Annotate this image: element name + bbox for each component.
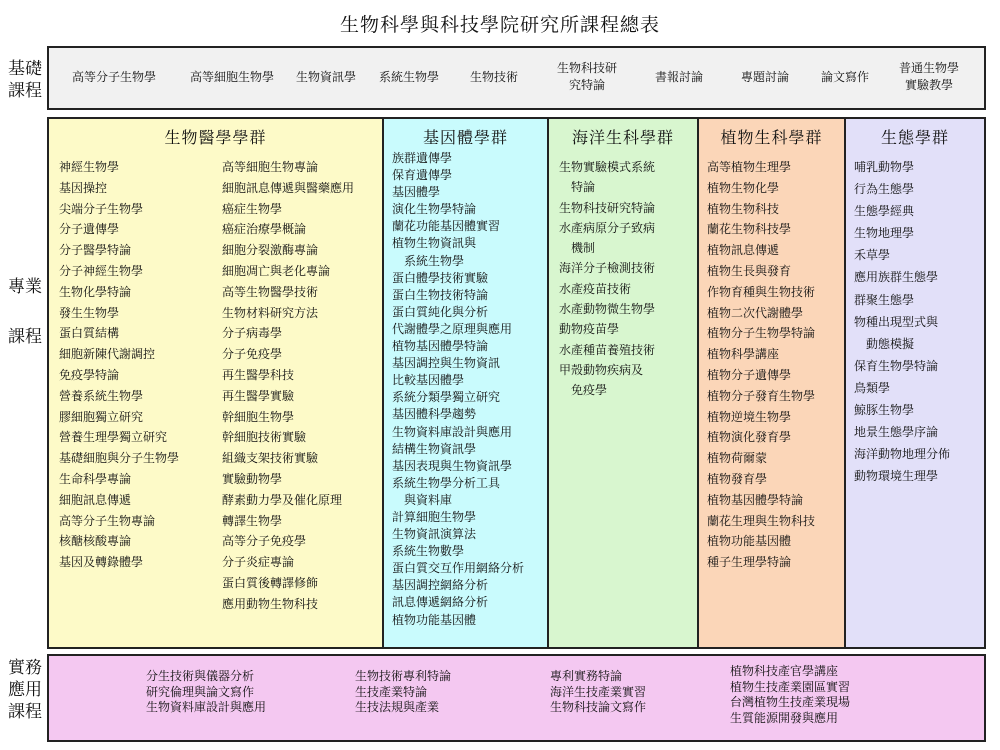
course-item: 植物荷爾蒙 <box>707 451 768 466</box>
practical-courses-box <box>47 654 986 742</box>
course-item: 海洋分子檢測技術 <box>559 261 656 276</box>
course-item: 蛋白質交互作用網絡分析 <box>392 561 525 576</box>
course-item: 分生技術與儀器分析 <box>146 669 255 683</box>
course-item: 演化生物學特論 <box>392 202 477 217</box>
course-item: 細胞新陳代謝調控 <box>59 347 156 362</box>
course-item: 植物功能基因體 <box>392 612 477 627</box>
course-item: 植物分子發育生物學 <box>707 388 816 403</box>
course-item: 結構生物資訊學 <box>392 441 477 456</box>
course-item: 生技法規與產業 <box>355 700 440 714</box>
group-ecology <box>846 119 984 647</box>
course-item: 蘭花功能基因體實習 <box>392 219 501 234</box>
course-item: 與資料庫 <box>392 492 453 507</box>
course-item: 生命科學專論 <box>59 471 132 486</box>
course-item: 分子病毒學 <box>222 326 283 341</box>
course-item: 動物疫苗學 <box>559 322 620 337</box>
basic-courses-box <box>47 46 986 110</box>
course-item: 生質能源開發與應用 <box>730 710 839 725</box>
course-item: 分子醫學特論 <box>59 243 132 258</box>
course-item: 營養系統生物學 <box>59 388 144 403</box>
practical-course-list <box>550 669 646 716</box>
course-item: 應用動物生物科技 <box>222 596 319 611</box>
course-item: 高等細胞生物專論 <box>222 160 319 174</box>
course-item: 群聚生態學 <box>854 292 915 307</box>
course-item: 核醣核酸專論 <box>59 534 132 549</box>
basic-course: 生物技術 <box>469 70 518 84</box>
course-item: 生物科技研究特論 <box>559 200 656 215</box>
course-item: 植物生物化學 <box>707 180 780 195</box>
course-item: 植物逆境生物學 <box>707 409 792 424</box>
basic-course: 高等分子生物學 <box>71 70 156 84</box>
basic-course: 書報討論 <box>654 70 703 84</box>
course-item: 地景生態學序論 <box>854 425 939 440</box>
course-item: 植物訊息傳遞 <box>707 243 780 258</box>
course-item: 海洋生技產業實習 <box>550 684 647 699</box>
basic-course: 專題討論 <box>740 70 789 84</box>
course-item: 物種出現型式與 <box>854 314 939 329</box>
course-item: 作物育種與生物技術 <box>707 284 816 299</box>
course-item: 生物資料庫設計與應用 <box>392 424 513 439</box>
course-item: 幹細胞生物學 <box>222 409 295 424</box>
course-list <box>222 157 354 615</box>
course-item: 蛋白體學技術實驗 <box>392 270 489 285</box>
course-item: 台灣植物生技產業現場 <box>730 695 851 709</box>
group-title: 植物生科學群 <box>720 128 823 147</box>
course-item: 植物科技產官學講座 <box>730 664 839 678</box>
group-genomics <box>384 119 549 647</box>
course-item: 免疫學特論 <box>59 367 120 382</box>
course-item: 海洋動物地理分佈 <box>854 447 951 462</box>
basic-courses-label-text: 基礎課程 <box>8 59 42 101</box>
course-item: 分子炎症專論 <box>222 555 295 570</box>
course-item: 植物基因體學特論 <box>392 339 489 354</box>
course-item: 蛋白質純化與分析 <box>392 304 489 319</box>
course-item: 幹細胞技術實驗 <box>222 430 307 445</box>
course-item: 行為生態學 <box>854 182 915 197</box>
professional-courses-label-text: 專業課程 <box>8 277 42 347</box>
course-item: 水產動物微生物學 <box>559 302 656 317</box>
practical-course-list <box>355 669 451 716</box>
course-item: 細胞凋亡與老化專論 <box>222 263 331 278</box>
group-plant <box>699 119 846 647</box>
course-item: 鯨豚生物學 <box>854 403 915 418</box>
course-item: 專利實務特論 <box>550 669 623 683</box>
professional-groups <box>47 117 986 649</box>
course-item: 植物分子遺傳學 <box>707 367 792 382</box>
course-item: 植物演化發育學 <box>707 430 792 445</box>
course-item: 植物功能基因體 <box>707 534 792 549</box>
basic-course: 高等細胞生物學 <box>189 70 274 84</box>
course-item: 訊息傳遞網絡分析 <box>392 595 489 610</box>
course-item: 基因及轉錄體學 <box>59 555 144 570</box>
course-item: 系統生物數學 <box>392 544 465 559</box>
practical-courses-label <box>4 657 46 723</box>
course-item: 生物材料研究方法 <box>222 305 319 320</box>
course-item: 組織支架技術實驗 <box>222 451 319 466</box>
basic-course: 普通生物學實驗教學 <box>898 61 959 92</box>
course-item: 基因調控與生物資訊 <box>392 356 501 371</box>
course-item: 細胞訊息傳遞 <box>59 492 132 507</box>
course-item: 細胞訊息傳遞與醫藥應用 <box>222 180 355 195</box>
course-item: 比較基因體學 <box>392 373 465 388</box>
practical-courses-label-text: 實務應用課程 <box>8 658 42 722</box>
course-item: 酵素動力學及催化原理 <box>222 492 343 507</box>
group-title: 海洋生科學群 <box>571 128 674 147</box>
course-item: 基因操控 <box>59 180 108 195</box>
course-item: 基因體學 <box>392 185 441 200</box>
basic-course: 生物資訊學 <box>295 70 356 84</box>
course-item: 代謝體學之原理與應用 <box>392 321 513 336</box>
course-item: 研究倫理與論文寫作 <box>146 684 255 699</box>
course-item: 再生醫學科技 <box>222 367 295 382</box>
course-item: 系統生物學 <box>392 253 465 268</box>
course-item: 蛋白質結構 <box>59 326 120 341</box>
course-item: 生物科技論文寫作 <box>550 700 647 714</box>
course-item: 蛋白生物技術特論 <box>392 287 489 302</box>
course-item: 植物科學講座 <box>707 347 780 362</box>
course-item: 植物生技產業園區實習 <box>730 679 851 694</box>
course-item: 基因體科學趨勢 <box>392 407 477 422</box>
basic-course: 生物科技研究特論 <box>556 61 617 92</box>
course-item: 植物生物資訊與 <box>392 236 477 251</box>
course-item: 生技產業特論 <box>355 684 428 699</box>
course-item: 生物地理學 <box>854 226 915 241</box>
course-item: 膠細胞獨立研究 <box>59 409 144 424</box>
course-item: 發生生物學 <box>59 305 120 320</box>
course-item: 實驗動物學 <box>222 471 283 486</box>
group-biomedical <box>49 119 384 647</box>
course-item: 分子神經生物學 <box>59 263 144 278</box>
course-item: 系統分類學獨立研究 <box>392 390 501 405</box>
course-item: 營養生理學獨立研究 <box>59 430 168 445</box>
course-item: 分子遺傳學 <box>59 222 120 237</box>
course-item: 基因調控網絡分析 <box>392 578 489 593</box>
course-item: 癌症治療學概論 <box>222 222 307 237</box>
course-item: 鳥類學 <box>854 380 891 395</box>
course-item: 生態學經典 <box>854 204 915 219</box>
course-item: 計算細胞生物學 <box>392 509 477 524</box>
course-item: 高等分子免疫學 <box>222 534 307 549</box>
course-item: 生物資訊演算法 <box>392 527 477 542</box>
course-item: 應用族群生態學 <box>854 270 939 285</box>
course-item: 系統生物學分析工具 <box>392 475 501 490</box>
course-item: 生物實驗模式系統 <box>559 160 656 174</box>
course-item: 植物發育學 <box>707 471 768 486</box>
course-item: 尖端分子生物學 <box>59 201 144 216</box>
course-item: 水產病原分子致病 <box>559 220 656 235</box>
course-item: 水產疫苗技術 <box>559 281 632 296</box>
basic-course: 論文寫作 <box>820 70 869 84</box>
course-item: 植物基因體學特論 <box>707 492 804 507</box>
course-item: 蛋白質後轉譯修飾 <box>222 575 319 590</box>
course-item: 植物二次代謝體學 <box>707 305 804 320</box>
course-item: 生物技術專利特論 <box>355 669 452 683</box>
course-item: 生物化學特論 <box>59 284 132 299</box>
group-title: 基因體學群 <box>422 128 508 147</box>
course-item: 植物生物科技 <box>707 201 780 216</box>
group-marine <box>549 119 699 647</box>
professional-courses-label <box>4 262 46 362</box>
course-item: 分子免疫學 <box>222 347 283 362</box>
course-item: 再生醫學實驗 <box>222 388 295 403</box>
course-item: 動態模擬 <box>854 336 915 351</box>
course-item: 哺乳動物學 <box>854 160 915 174</box>
course-item: 種子生理學特論 <box>707 555 792 570</box>
course-item: 蘭花生物科技學 <box>707 222 792 237</box>
course-item: 族群遺傳學 <box>392 151 453 165</box>
course-item: 動物環境生理學 <box>854 469 939 484</box>
course-item: 特論 <box>559 180 596 195</box>
course-item: 植物分子生物學特論 <box>707 326 816 341</box>
course-item: 甲殼動物疾病及 <box>559 362 644 377</box>
course-item: 保育生物學特論 <box>854 358 939 373</box>
page-title: 生物科學與科技學院研究所課程總表 <box>339 14 660 36</box>
course-item: 高等生物醫學技術 <box>222 284 319 299</box>
course-list <box>854 156 950 487</box>
course-item: 細胞分裂激酶專論 <box>222 243 319 258</box>
practical-course-list <box>146 669 266 716</box>
basic-courses-label <box>4 58 46 102</box>
basic-course: 系統生物學 <box>378 70 439 84</box>
course-list <box>559 157 655 401</box>
course-item: 基因表現與生物資訊學 <box>392 458 513 473</box>
course-item: 禾草學 <box>854 248 891 263</box>
course-item: 免疫學 <box>559 383 608 398</box>
course-item: 植物生長與發育 <box>707 263 792 278</box>
course-item: 基礎細胞與分子生物學 <box>59 451 180 466</box>
course-item: 轉譯生物學 <box>222 513 283 528</box>
course-item: 保育遺傳學 <box>392 168 453 183</box>
course-item: 高等植物生理學 <box>707 160 792 174</box>
course-list <box>707 157 815 573</box>
course-item: 生物資料庫設計與應用 <box>146 700 267 714</box>
group-title: 生態學群 <box>880 128 949 147</box>
course-item: 高等分子生物專論 <box>59 513 156 528</box>
course-item: 神經生物學 <box>59 160 120 174</box>
practical-course-list <box>730 664 850 726</box>
group-title: 生物醫學學群 <box>164 128 267 147</box>
course-item: 癌症生物學 <box>222 201 283 216</box>
course-item: 機制 <box>559 241 596 256</box>
course-list <box>392 150 524 629</box>
course-item: 蘭花生理與生物科技 <box>707 513 816 528</box>
course-list <box>59 157 179 573</box>
course-item: 水產種苗養殖技術 <box>559 342 656 357</box>
